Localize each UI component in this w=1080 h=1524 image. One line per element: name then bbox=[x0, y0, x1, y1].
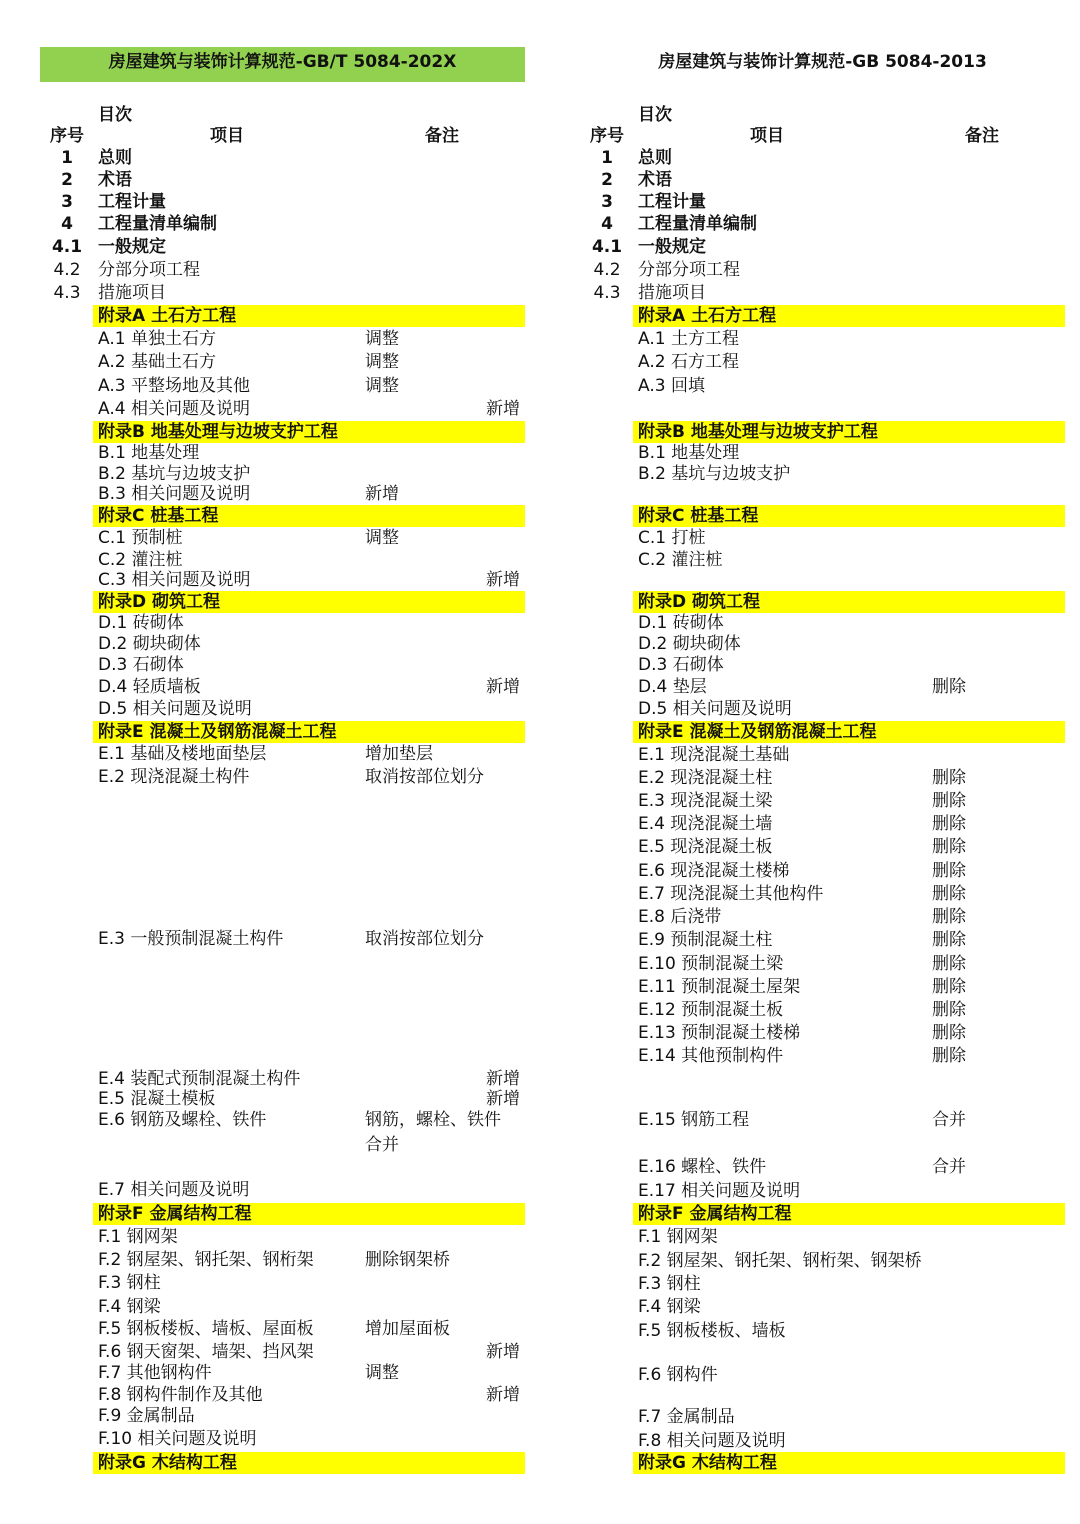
toc-row bbox=[540, 633, 1080, 655]
toc-row bbox=[540, 236, 1080, 258]
toc-row bbox=[540, 1320, 1080, 1342]
row-item: 工程量清单编制 bbox=[98, 214, 217, 234]
old-spec-title: 房屋建筑与装饰计算规范-GB 5084-2013 bbox=[658, 52, 987, 72]
row-item: E.9 预制混凝土柱 bbox=[638, 930, 773, 950]
row-note: 删除 bbox=[932, 954, 966, 974]
row-note: 新增 bbox=[486, 677, 520, 697]
row-item: 附录D 砌筑工程 bbox=[98, 592, 221, 612]
row-number: 序号 bbox=[50, 126, 84, 146]
toc-row bbox=[540, 282, 1080, 304]
row-item: E.8 后浇带 bbox=[638, 907, 722, 927]
toc-row bbox=[540, 351, 1080, 373]
row-item: E.6 钢筋及螺栓、铁件 bbox=[98, 1110, 267, 1130]
row-item: E.5 混凝土模板 bbox=[98, 1089, 216, 1109]
row-note: 新增 bbox=[486, 570, 520, 590]
row-note: 取消按部位划分 bbox=[365, 929, 484, 949]
toc-row bbox=[0, 1341, 540, 1363]
toc-row bbox=[0, 236, 540, 258]
toc-row bbox=[540, 767, 1080, 789]
annex-heading-row bbox=[0, 421, 540, 443]
row-note: 删除 bbox=[932, 907, 966, 927]
toc-row bbox=[0, 1134, 540, 1156]
row-item: D.3 石砌体 bbox=[638, 655, 724, 675]
toc-row bbox=[540, 676, 1080, 698]
row-item: 总则 bbox=[638, 148, 672, 168]
table-header-row bbox=[540, 125, 1080, 147]
annex-heading-row bbox=[0, 591, 540, 613]
toc-row bbox=[0, 569, 540, 591]
toc-row bbox=[540, 463, 1080, 485]
row-note: 调整 bbox=[365, 528, 399, 548]
row-item: 附录B 地基处理与边坡支护工程 bbox=[638, 422, 878, 442]
row-item: A.3 平整场地及其他 bbox=[98, 376, 250, 396]
toc-row bbox=[0, 104, 540, 126]
row-item: D.3 石砌体 bbox=[98, 655, 184, 675]
annex-heading-row bbox=[540, 1203, 1080, 1225]
toc-row bbox=[0, 527, 540, 549]
toc-row bbox=[540, 549, 1080, 571]
row-item: 附录E 混凝土及钢筋混凝土工程 bbox=[98, 722, 337, 742]
row-item: F.6 钢构件 bbox=[638, 1365, 718, 1385]
row-note: 删除 bbox=[932, 861, 966, 881]
row-item: E.17 相关问题及说明 bbox=[638, 1181, 801, 1201]
row-number: 2 bbox=[601, 170, 613, 190]
toc-row bbox=[0, 633, 540, 655]
row-note: 新增 bbox=[365, 484, 399, 504]
row-item: F.10 相关问题及说明 bbox=[98, 1429, 257, 1449]
row-number: 序号 bbox=[590, 126, 624, 146]
row-item: E.1 基础及楼地面垫层 bbox=[98, 744, 267, 764]
row-note: 删除 bbox=[932, 814, 966, 834]
row-note: 新增 bbox=[486, 1385, 520, 1405]
toc-row bbox=[0, 351, 540, 373]
row-item: C.2 灌注桩 bbox=[98, 550, 183, 570]
row-note: 删除 bbox=[932, 930, 966, 950]
row-number: 4.3 bbox=[593, 283, 621, 303]
row-note: 调整 bbox=[365, 376, 399, 396]
row-note: 新增 bbox=[486, 1089, 520, 1109]
toc-row bbox=[0, 1296, 540, 1318]
row-note: 删除钢架桥 bbox=[365, 1250, 450, 1270]
row-item: E.6 现浇混凝土楼梯 bbox=[638, 861, 790, 881]
row-item: 附录A 土石方工程 bbox=[638, 306, 777, 326]
toc-row bbox=[0, 442, 540, 464]
annex-heading-row bbox=[0, 1452, 540, 1474]
toc-row bbox=[0, 1068, 540, 1090]
annex-heading-row bbox=[540, 421, 1080, 443]
row-note: 增加屋面板 bbox=[365, 1319, 450, 1339]
row-item: F.8 相关问题及说明 bbox=[638, 1431, 786, 1451]
row-item: F.7 其他钢构件 bbox=[98, 1363, 212, 1383]
row-item: A.3 回填 bbox=[638, 376, 705, 396]
toc-row bbox=[540, 612, 1080, 634]
toc-row bbox=[0, 259, 540, 281]
row-note: 调整 bbox=[365, 1363, 399, 1383]
toc-row bbox=[0, 1405, 540, 1427]
toc-row bbox=[540, 1045, 1080, 1067]
row-number: 4.1 bbox=[51, 237, 83, 257]
row-item: F.8 钢构件制作及其他 bbox=[98, 1385, 263, 1405]
row-item: F.6 钢天窗架、墙架、挡风架 bbox=[98, 1342, 314, 1362]
row-number: 1 bbox=[601, 148, 613, 168]
row-item: 附录G 木结构工程 bbox=[98, 1453, 237, 1473]
row-note: 删除 bbox=[932, 977, 966, 997]
row-item: F.7 金属制品 bbox=[638, 1407, 735, 1427]
row-item: C.2 灌注桩 bbox=[638, 550, 723, 570]
row-item: E.5 现浇混凝土板 bbox=[638, 837, 773, 857]
row-item: E.3 一般预制混凝土构件 bbox=[98, 929, 284, 949]
row-note: 备注 bbox=[965, 126, 999, 146]
toc-row bbox=[0, 549, 540, 571]
new-spec-title: 房屋建筑与装饰计算规范-GB/T 5084-202X bbox=[40, 47, 525, 82]
row-item: E.4 现浇混凝土墙 bbox=[638, 814, 773, 834]
row-item: B.2 基坑与边坡支护 bbox=[98, 464, 251, 484]
annex-heading-row bbox=[540, 305, 1080, 327]
row-note: 删除 bbox=[932, 768, 966, 788]
row-item: 附录B 地基处理与边坡支护工程 bbox=[98, 422, 338, 442]
row-note: 删除 bbox=[932, 677, 966, 697]
toc-row bbox=[0, 1318, 540, 1340]
toc-row bbox=[0, 1179, 540, 1201]
row-item: 附录G 木结构工程 bbox=[638, 1453, 777, 1473]
row-item: 分部分项工程 bbox=[98, 260, 200, 280]
toc-row bbox=[540, 1226, 1080, 1248]
row-item: F.3 钢柱 bbox=[638, 1274, 701, 1294]
toc-row bbox=[540, 527, 1080, 549]
row-item: 措施项目 bbox=[638, 283, 706, 303]
row-item: 附录E 混凝土及钢筋混凝土工程 bbox=[638, 722, 877, 742]
row-note: 合并 bbox=[932, 1157, 966, 1177]
row-note: 新增 bbox=[486, 1342, 520, 1362]
row-item: D.5 相关问题及说明 bbox=[638, 699, 792, 719]
annex-heading-row bbox=[0, 1203, 540, 1225]
row-item: 附录F 金属结构工程 bbox=[98, 1204, 252, 1224]
toc-row bbox=[540, 1273, 1080, 1295]
row-item: F.1 钢网架 bbox=[638, 1227, 718, 1247]
row-item: 分部分项工程 bbox=[638, 260, 740, 280]
toc-row bbox=[540, 654, 1080, 676]
row-item: 总则 bbox=[98, 148, 132, 168]
row-item: 附录F 金属结构工程 bbox=[638, 1204, 792, 1224]
toc-row bbox=[0, 375, 540, 397]
row-item: E.7 相关问题及说明 bbox=[98, 1180, 250, 1200]
row-item: 附录C 桩基工程 bbox=[98, 506, 219, 526]
toc-row bbox=[0, 676, 540, 698]
row-note: 删除 bbox=[932, 1046, 966, 1066]
row-note: 删除 bbox=[932, 837, 966, 857]
row-item: E.13 预制混凝土楼梯 bbox=[638, 1023, 801, 1043]
toc-row bbox=[540, 906, 1080, 928]
row-note: 备注 bbox=[425, 126, 459, 146]
row-number: 4.3 bbox=[53, 283, 81, 303]
toc-row bbox=[0, 1384, 540, 1406]
toc-row bbox=[540, 1180, 1080, 1202]
row-note: 钢筋，螺栓、铁件 bbox=[365, 1110, 501, 1130]
toc-row bbox=[0, 1109, 540, 1131]
row-item: B.2 基坑与边坡支护 bbox=[638, 464, 791, 484]
annex-heading-row bbox=[0, 305, 540, 327]
row-note: 新增 bbox=[486, 399, 520, 419]
row-item: B.1 地基处理 bbox=[638, 443, 740, 463]
toc-row bbox=[540, 698, 1080, 720]
toc-row bbox=[0, 398, 540, 420]
toc-row bbox=[0, 169, 540, 191]
row-note: 合并 bbox=[932, 1110, 966, 1130]
row-item: C.3 相关问题及说明 bbox=[98, 570, 251, 590]
toc-row bbox=[540, 169, 1080, 191]
toc-row bbox=[0, 1362, 540, 1384]
toc-row bbox=[0, 328, 540, 350]
row-item: 一般规定 bbox=[638, 237, 706, 257]
table-header-row bbox=[0, 125, 540, 147]
row-note: 取消按部位划分 bbox=[365, 767, 484, 787]
toc-row bbox=[0, 612, 540, 634]
row-note: 新增 bbox=[486, 1069, 520, 1089]
toc-row bbox=[540, 1022, 1080, 1044]
row-item: E.4 装配式预制混凝土构件 bbox=[98, 1069, 301, 1089]
toc-row bbox=[540, 259, 1080, 281]
toc-row bbox=[540, 999, 1080, 1021]
toc-row bbox=[0, 463, 540, 485]
toc-row bbox=[0, 654, 540, 676]
row-item: D.4 垫层 bbox=[638, 677, 707, 697]
row-item: E.3 现浇混凝土梁 bbox=[638, 791, 773, 811]
toc-row bbox=[540, 1109, 1080, 1131]
old-spec-column bbox=[540, 0, 1080, 1524]
row-note: 增加垫层 bbox=[365, 744, 433, 764]
annex-heading-row bbox=[0, 505, 540, 527]
toc-row bbox=[540, 191, 1080, 213]
toc-row bbox=[0, 928, 540, 950]
row-note: 删除 bbox=[932, 1023, 966, 1043]
row-item: 附录C 桩基工程 bbox=[638, 506, 759, 526]
row-number: 4 bbox=[61, 214, 73, 234]
row-item: F.5 钢板楼板、墙板 bbox=[638, 1321, 786, 1341]
annex-heading-row bbox=[540, 1452, 1080, 1474]
row-item: 工程计量 bbox=[98, 192, 166, 212]
row-item: E.10 预制混凝土梁 bbox=[638, 954, 784, 974]
annex-heading-row bbox=[540, 721, 1080, 743]
row-item: 术语 bbox=[98, 170, 132, 190]
toc-row bbox=[0, 1088, 540, 1110]
row-number: 3 bbox=[601, 192, 613, 212]
row-item: B.1 地基处理 bbox=[98, 443, 200, 463]
row-number: 1 bbox=[61, 148, 73, 168]
row-number: 4.2 bbox=[593, 260, 621, 280]
row-number: 4 bbox=[601, 214, 613, 234]
row-item: E.12 预制混凝土板 bbox=[638, 1000, 784, 1020]
row-item: D.4 轻质墙板 bbox=[98, 677, 201, 697]
toc-row bbox=[0, 191, 540, 213]
toc-row bbox=[0, 1272, 540, 1294]
row-item: E.2 现浇混凝土构件 bbox=[98, 767, 250, 787]
row-item: 一般规定 bbox=[98, 237, 166, 257]
row-item: D.5 相关问题及说明 bbox=[98, 699, 252, 719]
annex-heading-row bbox=[540, 505, 1080, 527]
toc-row bbox=[540, 953, 1080, 975]
toc-row bbox=[540, 328, 1080, 350]
toc-row bbox=[540, 860, 1080, 882]
row-item: 目次 bbox=[98, 105, 132, 125]
toc-row bbox=[0, 282, 540, 304]
row-note: 合并 bbox=[365, 1135, 399, 1155]
row-item: 工程量清单编制 bbox=[638, 214, 757, 234]
row-number: 3 bbox=[61, 192, 73, 212]
toc-row bbox=[0, 147, 540, 169]
row-item: E.16 螺栓、铁件 bbox=[638, 1157, 767, 1177]
row-item: E.15 钢筋工程 bbox=[638, 1110, 750, 1130]
row-item: A.4 相关问题及说明 bbox=[98, 399, 250, 419]
row-item: E.14 其他预制构件 bbox=[638, 1046, 784, 1066]
row-item: 项目 bbox=[210, 126, 244, 146]
row-item: E.1 现浇混凝土基础 bbox=[638, 745, 790, 765]
row-number: 2 bbox=[61, 170, 73, 190]
toc-row bbox=[540, 375, 1080, 397]
row-item: 术语 bbox=[638, 170, 672, 190]
row-item: 附录D 砌筑工程 bbox=[638, 592, 761, 612]
row-number: 4.1 bbox=[591, 237, 623, 257]
toc-row bbox=[0, 743, 540, 765]
toc-row bbox=[540, 790, 1080, 812]
row-item: F.4 钢梁 bbox=[98, 1297, 161, 1317]
row-item: 项目 bbox=[750, 126, 784, 146]
toc-row bbox=[540, 744, 1080, 766]
row-item: E.2 现浇混凝土柱 bbox=[638, 768, 773, 788]
toc-row bbox=[540, 104, 1080, 126]
row-item: F.4 钢梁 bbox=[638, 1297, 701, 1317]
toc-row bbox=[540, 1296, 1080, 1318]
toc-row bbox=[540, 883, 1080, 905]
toc-row bbox=[540, 442, 1080, 464]
toc-row bbox=[540, 1430, 1080, 1452]
annex-heading-row bbox=[540, 591, 1080, 613]
row-item: E.7 现浇混凝土其他构件 bbox=[638, 884, 824, 904]
row-item: D.1 砖砌体 bbox=[638, 613, 724, 633]
toc-row bbox=[0, 698, 540, 720]
row-note: 删除 bbox=[932, 791, 966, 811]
toc-row bbox=[0, 1249, 540, 1271]
toc-row bbox=[0, 213, 540, 235]
toc-row bbox=[540, 1156, 1080, 1178]
toc-row bbox=[0, 1226, 540, 1248]
toc-row bbox=[540, 1250, 1080, 1272]
row-item: F.2 钢屋架、钢托架、钢桁架、钢架桥 bbox=[638, 1251, 922, 1271]
row-item: C.1 预制桩 bbox=[98, 528, 183, 548]
row-item: 措施项目 bbox=[98, 283, 166, 303]
row-item: B.3 相关问题及说明 bbox=[98, 484, 251, 504]
row-item: A.2 石方工程 bbox=[638, 352, 739, 372]
row-item: 附录A 土石方工程 bbox=[98, 306, 237, 326]
toc-row bbox=[0, 1428, 540, 1450]
toc-row bbox=[0, 483, 540, 505]
toc-row bbox=[540, 813, 1080, 835]
row-note: 删除 bbox=[932, 884, 966, 904]
row-note: 调整 bbox=[365, 352, 399, 372]
row-item: F.2 钢屋架、钢托架、钢桁架 bbox=[98, 1250, 314, 1270]
row-note: 调整 bbox=[365, 329, 399, 349]
toc-row bbox=[540, 213, 1080, 235]
row-item: A.1 土方工程 bbox=[638, 329, 739, 349]
toc-row bbox=[540, 1406, 1080, 1428]
toc-row bbox=[0, 766, 540, 788]
row-item: F.9 金属制品 bbox=[98, 1406, 195, 1426]
row-item: E.11 预制混凝土屋架 bbox=[638, 977, 801, 997]
row-item: A.2 基础土石方 bbox=[98, 352, 216, 372]
row-item: D.2 砌块砌体 bbox=[98, 634, 201, 654]
toc-row bbox=[540, 1364, 1080, 1386]
row-item: F.3 钢柱 bbox=[98, 1273, 161, 1293]
row-item: 目次 bbox=[638, 105, 672, 125]
toc-row bbox=[540, 147, 1080, 169]
toc-row bbox=[540, 929, 1080, 951]
row-number: 4.2 bbox=[53, 260, 81, 280]
row-item: A.1 单独土石方 bbox=[98, 329, 216, 349]
row-item: F.1 钢网架 bbox=[98, 1227, 178, 1247]
row-item: C.1 打桩 bbox=[638, 528, 706, 548]
annex-heading-row bbox=[0, 721, 540, 743]
row-item: F.5 钢板楼板、墙板、屋面板 bbox=[98, 1319, 314, 1339]
row-item: D.2 砌块砌体 bbox=[638, 634, 741, 654]
toc-row bbox=[540, 976, 1080, 998]
row-item: D.1 砖砌体 bbox=[98, 613, 184, 633]
toc-row bbox=[540, 836, 1080, 858]
row-note: 删除 bbox=[932, 1000, 966, 1020]
row-item: 工程计量 bbox=[638, 192, 706, 212]
